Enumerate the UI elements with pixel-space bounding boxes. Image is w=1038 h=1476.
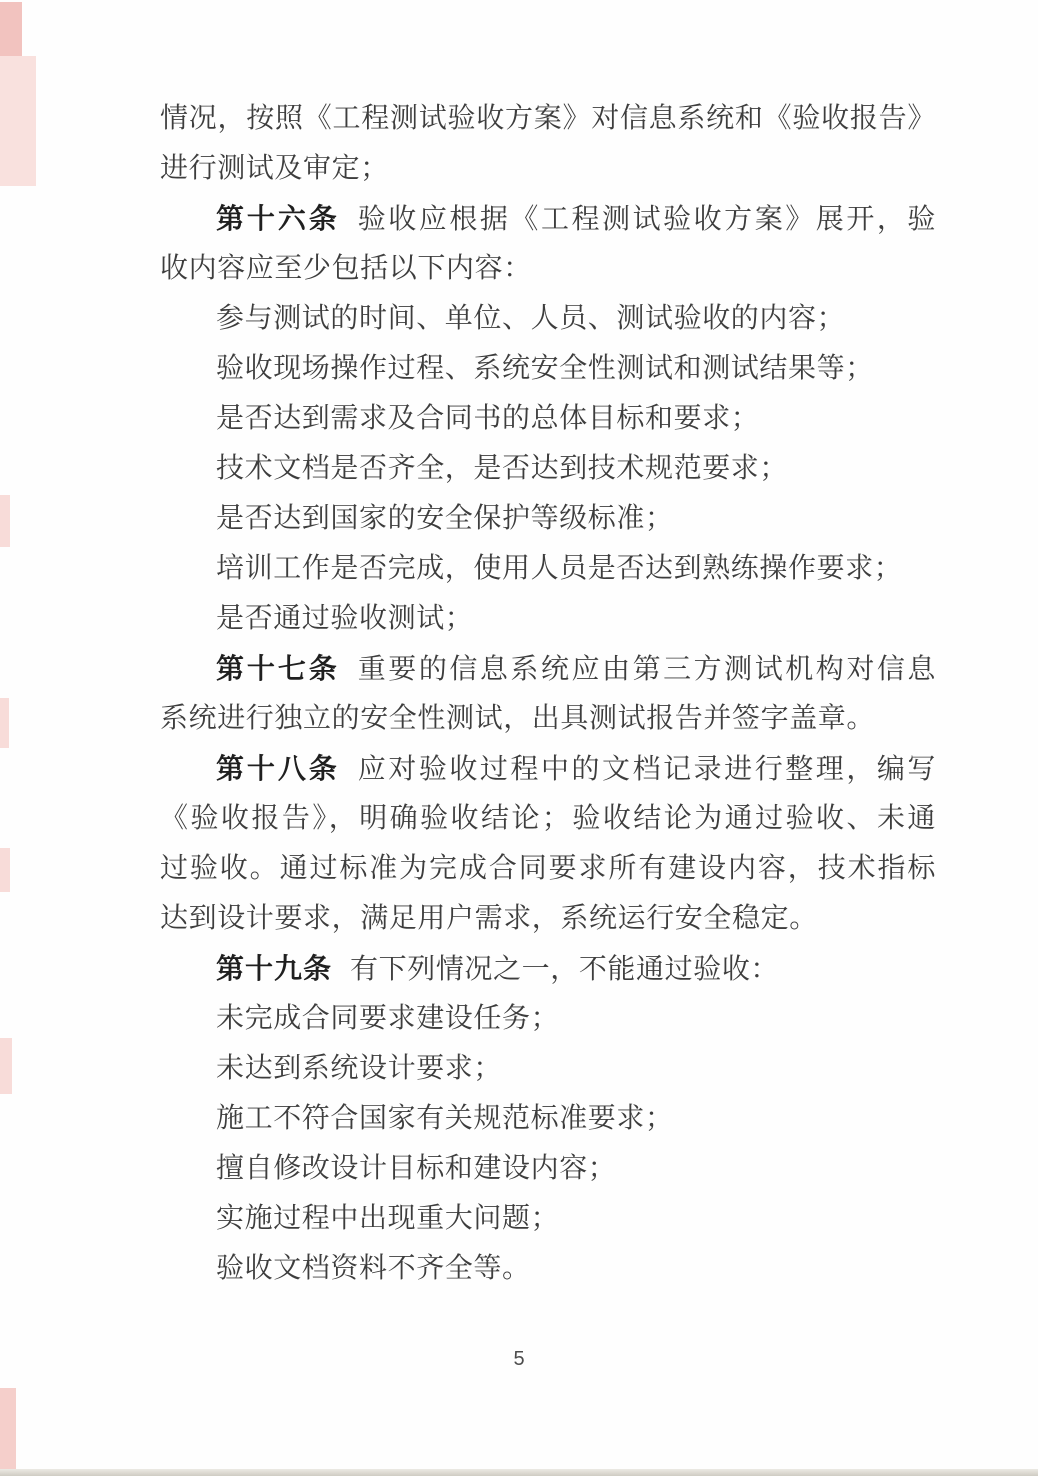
text-line: 是否达到需求及合同书的总体目标和要求；: [216, 403, 760, 434]
scan-artifact-pink: [0, 1388, 16, 1476]
article-number: 第十八条: [216, 753, 340, 784]
article-number: 第十七条: [216, 653, 340, 684]
text-line: 过验收。通过标准为完成合同要求所有建设内容，技术指标: [160, 853, 936, 884]
text-line: 是否达到国家的安全保护等级标准；: [216, 503, 674, 534]
text-line: 第十六条 验收应根据《工程测试验收方案》展开，验: [216, 203, 936, 235]
scan-artifact-pink: [0, 1038, 12, 1094]
text-line: 进行测试及审定；: [160, 153, 389, 184]
text-line: 收内容应至少包括以下内容：: [160, 253, 532, 284]
scan-artifact-pink: [0, 698, 9, 748]
document-body: [160, 94, 936, 1294]
text-line: 实施过程中出现重大问题；: [216, 1203, 560, 1234]
text-line: 验收文档资料不齐全等。: [216, 1253, 531, 1284]
text-line: 未完成合同要求建设任务；: [216, 1003, 560, 1034]
article-number: 第十九条: [216, 953, 333, 984]
text-line: 参与测试的时间、单位、人员、测试验收的内容；: [216, 303, 846, 334]
scan-artifact-pink: [0, 848, 10, 892]
page-number: 5: [513, 1348, 525, 1370]
text-line: 第十七条 重要的信息系统应由第三方测试机构对信息: [216, 653, 936, 685]
text-line: 第十八条 应对验收过程中的文档记录进行整理，编写: [216, 753, 936, 785]
text-line: 擅自修改设计目标和建设内容；: [216, 1153, 617, 1184]
text-line: 施工不符合国家有关规范标准要求；: [216, 1103, 674, 1134]
scan-artifact-pink: [0, 495, 10, 547]
scan-edge-shadow: [0, 1469, 1038, 1476]
text-line: 系统进行独立的安全性测试，出具测试报告并签字盖章。: [160, 703, 876, 734]
article-number: 第十六条: [216, 203, 340, 234]
text-line: 情况，按照《工程测试验收方案》对信息系统和《验收报告》: [160, 103, 936, 134]
scan-artifact-pink: [0, 2, 22, 56]
text-line: 验收现场操作过程、系统安全性测试和测试结果等；: [216, 353, 874, 384]
text-line: 培训工作是否完成，使用人员是否达到熟练操作要求；: [216, 553, 903, 584]
text-line: 是否通过验收测试；: [216, 603, 474, 634]
scan-artifact-pink: [0, 56, 36, 186]
text-line: 技术文档是否齐全，是否达到技术规范要求；: [216, 453, 789, 484]
text-line: 第十九条 有下列情况之一，不能通过验收：: [216, 953, 780, 985]
text-line: 未达到系统设计要求；: [216, 1053, 503, 1084]
text-line: 《验收报告》，明确验收结论；验收结论为通过验收、未通: [160, 803, 936, 834]
text-line: 达到设计要求，满足用户需求，系统运行安全稳定。: [160, 903, 818, 934]
